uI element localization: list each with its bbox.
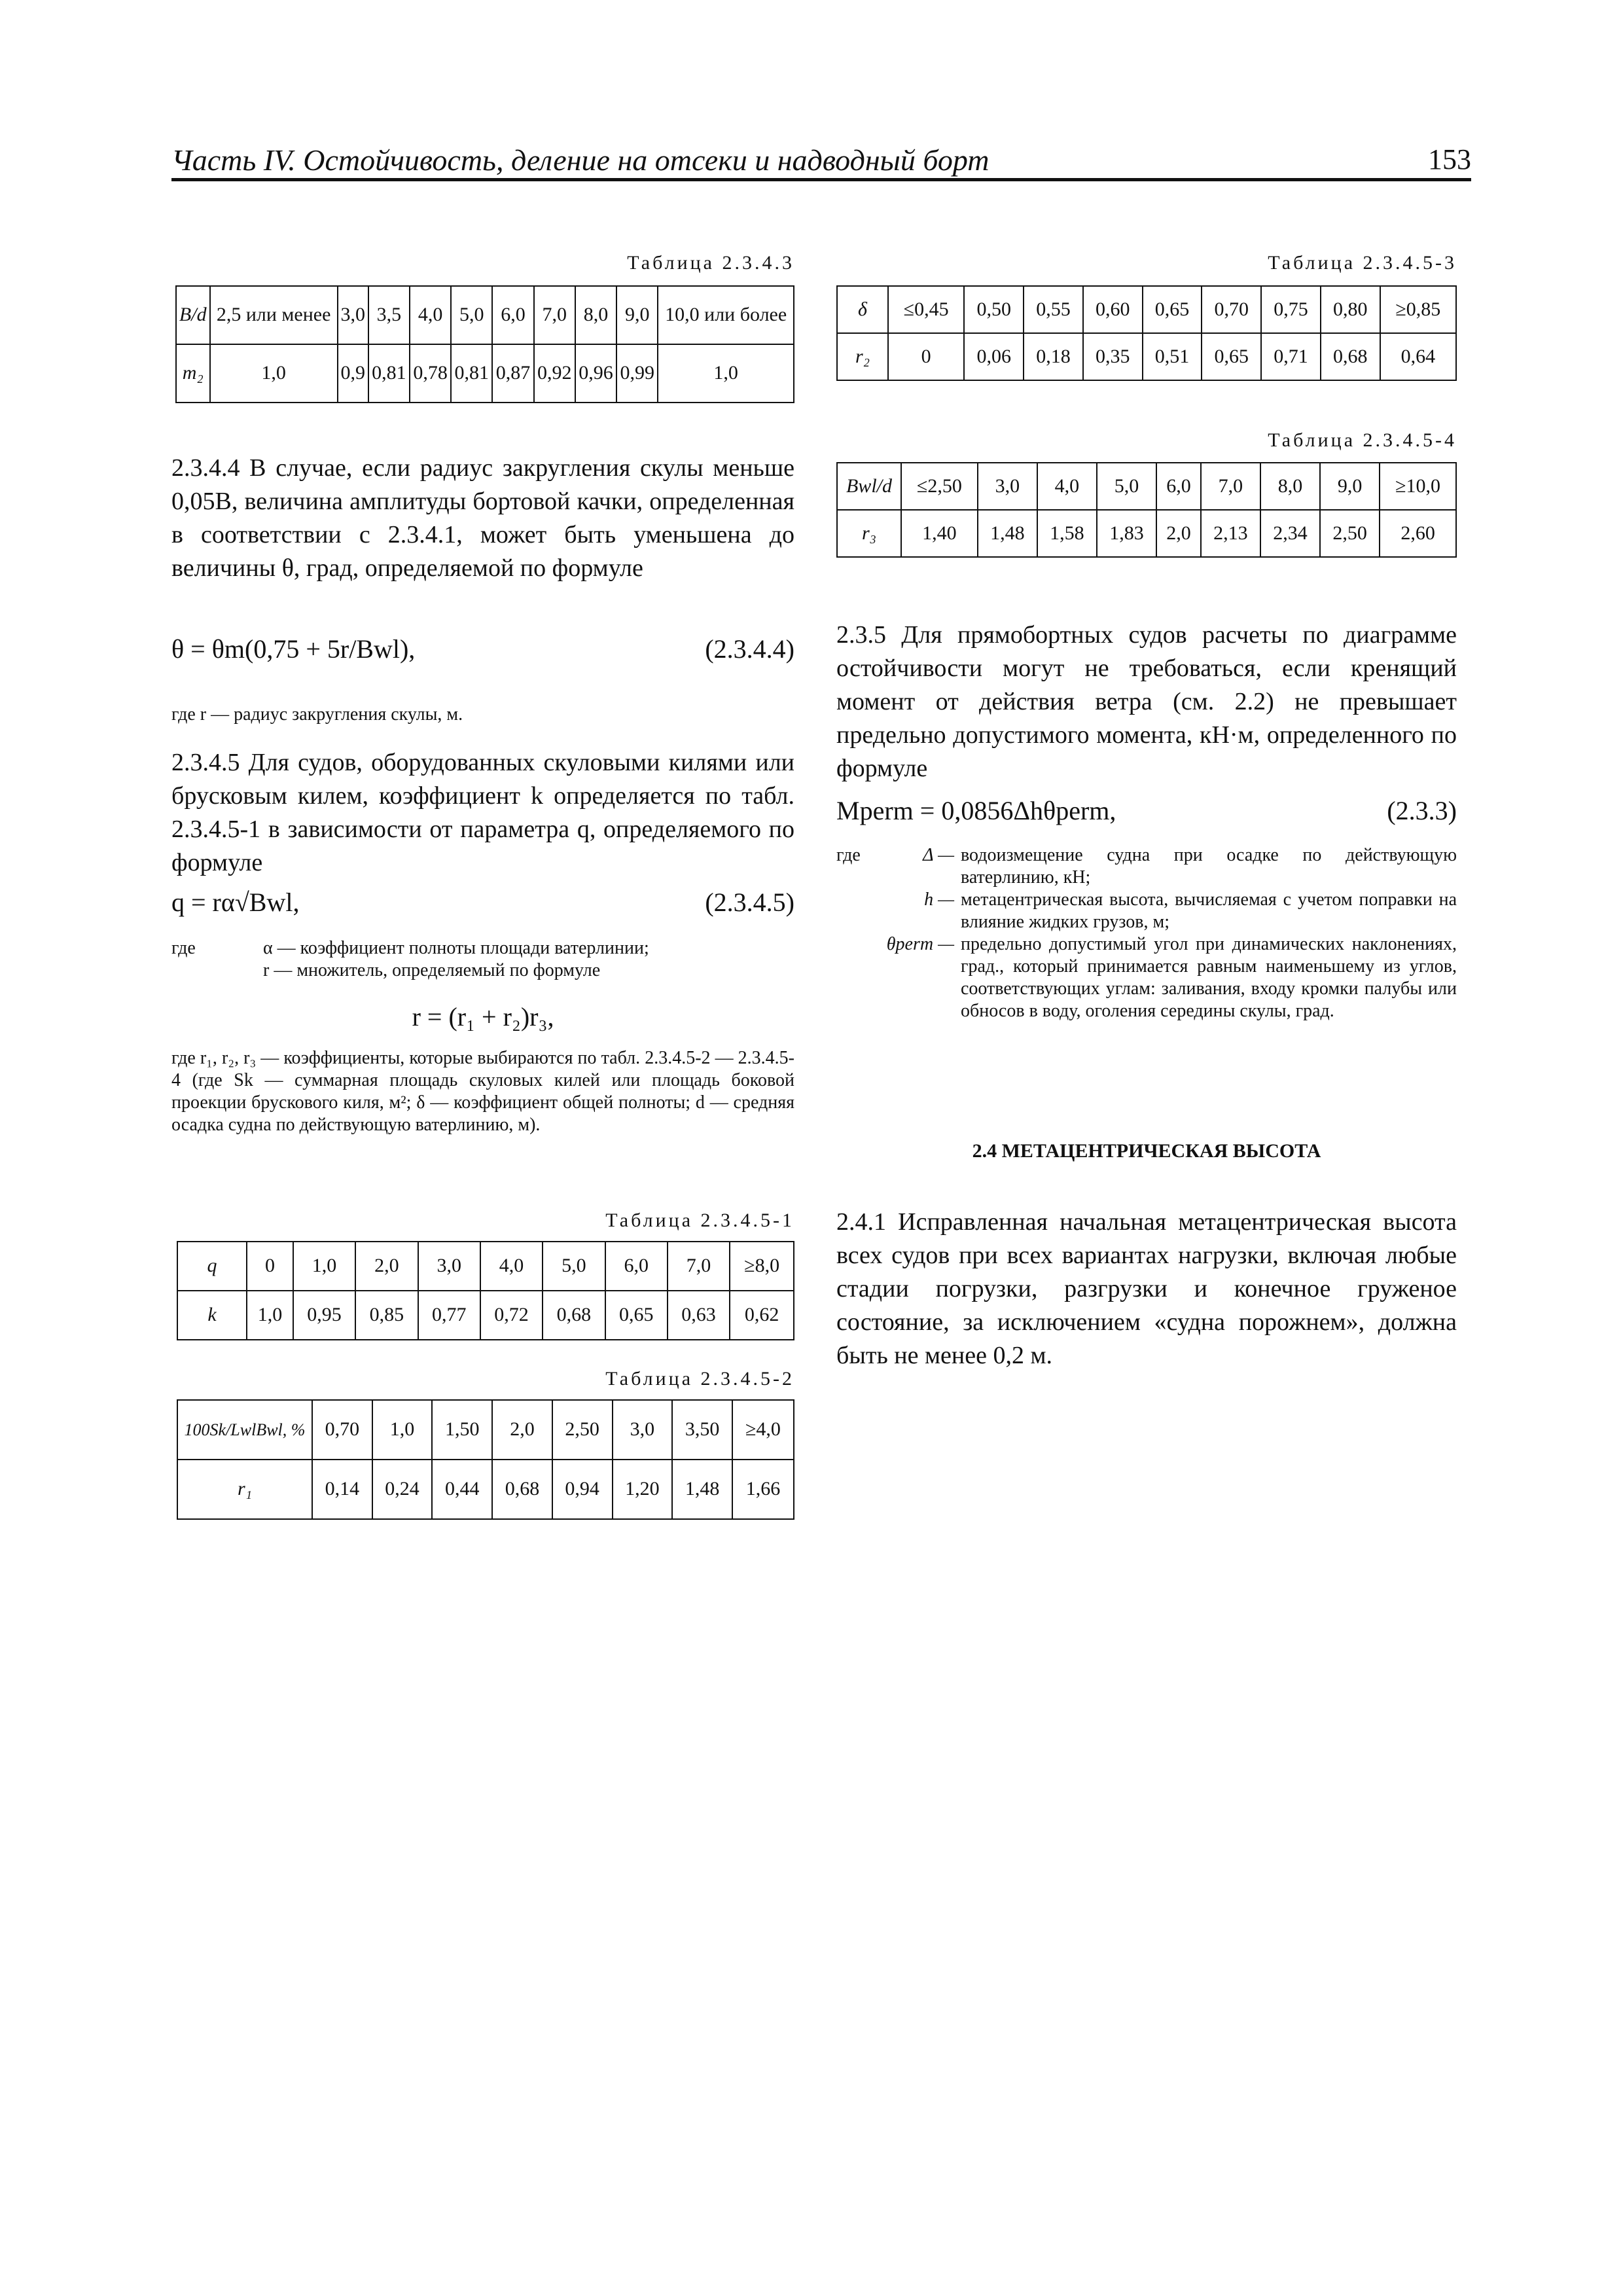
table-row [837, 286, 1456, 333]
table-cell: 1,83 [1097, 510, 1156, 557]
table-cell: 0,55 [1024, 286, 1083, 333]
table-cell: 1,0 [658, 344, 794, 403]
table-2-3-4-5-2-caption: Таблица 2.3.4.5-2 [605, 1368, 794, 1390]
table-row [177, 1242, 794, 1291]
table-cell: 0 [888, 333, 964, 380]
table-2-3-4-5-1-caption: Таблица 2.3.4.5-1 [605, 1210, 794, 1231]
table-row [837, 463, 1456, 510]
note-r: где r — радиус закругления скулы, м. [171, 704, 463, 725]
formula-number: (2.3.3) [1387, 796, 1457, 825]
table-cell: 7,0 [1201, 463, 1260, 510]
table-row [176, 344, 794, 403]
table-2-3-4-5-1 [177, 1241, 794, 1340]
table-cell: 0,68 [492, 1460, 552, 1519]
where-alpha: α — коэффициент полноты площади ватерлинии; [263, 938, 649, 958]
table-cell: 0,18 [1024, 333, 1083, 380]
table-2-3-4-5-2 [177, 1399, 794, 1520]
table-row [177, 1460, 794, 1519]
table-header-cell: r₁ [177, 1460, 312, 1519]
table-cell: 0,68 [1321, 333, 1380, 380]
page-header-title: Часть IV. Остойчивость, деление на отсеки и надводный борт [171, 143, 990, 177]
table-cell: 6,0 [1156, 463, 1201, 510]
where-row [882, 844, 1457, 889]
paragraph-2-3-5: 2.3.5 Для прямобортных судов расчеты по диаграмме остойчивости могут не требоваться, если кренящий момент от действия ветра (см. 2.2) не превышает предельно допустимого момента, кН·м, определенного по формуле [836, 621, 1457, 782]
table-cell: 0,64 [1380, 333, 1456, 380]
table-cell: 0,51 [1143, 333, 1202, 380]
table-cell: 2,34 [1260, 510, 1320, 557]
table-cell: 0,35 [1083, 333, 1143, 380]
table-cell: 0,81 [451, 344, 492, 403]
where-key: h — [924, 889, 954, 910]
table-cell: 1,0 [210, 344, 338, 403]
table-row [177, 1291, 794, 1340]
where-row [882, 889, 1457, 933]
table-cell: 3,0 [418, 1242, 480, 1291]
table-cell: 0,80 [1321, 286, 1380, 333]
table-cell: 1,50 [432, 1400, 492, 1460]
paragraph-2-4-1: 2.4.1 Исправленная начальная метацентрическая высота всех судов при всех вариантах нагрузки, включая любые стадии погрузки, разгрузки и конечное груженое состояние, за исключением «судна порожнем», должна быть не менее 0,2 м. [836, 1208, 1457, 1369]
table-header-cell: r₃ [837, 510, 901, 557]
table-cell: 0,60 [1083, 286, 1143, 333]
table-cell: ≥0,85 [1380, 286, 1456, 333]
table-cell: 5,0 [1097, 463, 1156, 510]
table-cell: 2,0 [492, 1400, 552, 1460]
table-cell: 4,0 [1037, 463, 1097, 510]
table-cell: 2,0 [355, 1242, 418, 1291]
table-cell: 0,94 [552, 1460, 613, 1519]
formula-text: Mperm = 0,0856Δhθperm, [836, 796, 1116, 825]
table-cell: 1,66 [732, 1460, 794, 1519]
table-cell: 0,63 [668, 1291, 730, 1340]
table-cell: 0,81 [368, 344, 410, 403]
table-cell: 0,85 [355, 1291, 418, 1340]
table-header-cell: Bwl/d [837, 463, 901, 510]
formula-2-3-3 [836, 795, 1457, 834]
table-cell: 0,65 [1143, 286, 1202, 333]
table-cell: 2,13 [1201, 510, 1260, 557]
table-2-3-4-5-4 [836, 462, 1457, 558]
table-cell: ≤2,50 [901, 463, 978, 510]
table-cell: 0,14 [312, 1460, 372, 1519]
table-cell: 4,0 [480, 1242, 543, 1291]
header-rule [171, 178, 1471, 181]
table-cell: ≥4,0 [732, 1400, 794, 1460]
table-cell: 7,0 [668, 1242, 730, 1291]
table-cell: 2,50 [552, 1400, 613, 1460]
where-text: метацентрическая высота, вычисляемая с учетом поправки на влияние жидких грузов, м; [961, 889, 1457, 932]
table-row [177, 1400, 794, 1460]
table-cell: 0,95 [293, 1291, 355, 1340]
table-cell: 0,99 [616, 344, 658, 403]
table-2-3-4-5-4-caption: Таблица 2.3.4.5-4 [1268, 429, 1457, 451]
table-header-cell: k [177, 1291, 247, 1340]
formula-text: θ = θm(0,75 + 5r/Bwl), [171, 634, 416, 664]
table-cell: 1,40 [901, 510, 978, 557]
table-cell: 0,78 [410, 344, 451, 403]
formula-r: r = (r₁ + r₂)r₃, [412, 1002, 554, 1031]
table-cell: 6,0 [492, 286, 533, 344]
where-row [882, 933, 1457, 1022]
table-cell: 0,06 [964, 333, 1024, 380]
table-cell: 3,5 [368, 286, 410, 344]
table-cell: 1,20 [613, 1460, 673, 1519]
table-cell: 0 [247, 1242, 293, 1291]
table-cell: 0,50 [964, 286, 1024, 333]
table-cell: 1,0 [247, 1291, 293, 1340]
table-cell: 0,75 [1261, 286, 1321, 333]
table-cell: 0,24 [372, 1460, 433, 1519]
formula-2-3-4-4 [171, 628, 794, 681]
where-label: где [171, 938, 196, 958]
table-cell: 3,0 [613, 1400, 673, 1460]
table-cell: 0,65 [1202, 333, 1261, 380]
where-text: предельно допустимый угол при динамических наклонениях, град., который принимается равным наименьшему из углов, соответствующих углам: заливания, входу кромки палубы или обносов в воду, оголения середины скулы, град. [961, 934, 1457, 1021]
table-cell: 0,71 [1261, 333, 1321, 380]
table-cell: 0,70 [312, 1400, 372, 1460]
section-title: 2.4 МЕТАЦЕНТРИЧЕСКАЯ ВЫСОТА [972, 1140, 1321, 1162]
table-cell: 0,96 [575, 344, 616, 403]
table-cell: 1,0 [372, 1400, 433, 1460]
table-cell: 2,5 или менее [210, 286, 338, 344]
table-row [176, 286, 794, 344]
table-header-cell: B/d [176, 286, 210, 344]
table-cell: 4,0 [410, 286, 451, 344]
where-r123: где r₁, r₂, r₃ — коэффициенты, которые выбираются по табл. 2.3.4.5-2 — 2.3.4.5-4 (где Sk — суммарная площадь скуловых килей или площадь боковой проекции брускового киля, м²; δ — коэффициент общей полноты; d — средняя осадка судна по действующую ватерлинию, м). [171, 1048, 794, 1135]
table-cell: 0,65 [605, 1291, 668, 1340]
table-2-3-4-5-3-caption: Таблица 2.3.4.5-3 [1268, 252, 1457, 274]
table-cell: 0,62 [730, 1291, 794, 1340]
table-cell: 3,0 [338, 286, 368, 344]
table-cell: 5,0 [543, 1242, 605, 1291]
table-cell: 0,70 [1202, 286, 1261, 333]
table-cell: 0,44 [432, 1460, 492, 1519]
formula-2-3-4-5 [171, 887, 794, 926]
table-cell: 2,0 [1156, 510, 1201, 557]
table-header-cell: δ [837, 286, 888, 333]
table-cell: 1,48 [672, 1460, 732, 1519]
where-key: Δ — [923, 845, 954, 865]
table-header-cell: r₂ [837, 333, 888, 380]
where-r: r — множитель, определяемый по формуле [263, 960, 601, 980]
table-cell: 2,50 [1320, 510, 1380, 557]
table-cell: ≥10,0 [1380, 463, 1456, 510]
table-cell: 3,0 [978, 463, 1037, 510]
table-cell: 1,0 [293, 1242, 355, 1291]
table-row [837, 333, 1456, 380]
table-2-3-4-3-caption: Таблица 2.3.4.3 [627, 252, 794, 274]
table-cell: 0,77 [418, 1291, 480, 1340]
table-cell: 9,0 [616, 286, 658, 344]
table-cell: 1,48 [978, 510, 1037, 557]
table-cell: 6,0 [605, 1242, 668, 1291]
table-cell: 7,0 [534, 286, 575, 344]
table-cell: ≤0,45 [888, 286, 964, 333]
table-row [837, 510, 1456, 557]
table-cell: 10,0 или более [658, 286, 794, 344]
table-header-cell: 100Sk/LwlBwl, % [177, 1400, 312, 1460]
where-text: водоизмещение судна при осадке по действующую ватерлинию, кН; [961, 845, 1457, 888]
table-cell: 8,0 [1260, 463, 1320, 510]
where-block [171, 937, 794, 982]
table-cell: 0,9 [338, 344, 368, 403]
table-cell: 5,0 [451, 286, 492, 344]
page-number: 153 [1428, 143, 1471, 175]
table-cell: 2,60 [1380, 510, 1456, 557]
formula-number: (2.3.4.4) [705, 634, 794, 664]
table-cell: 0,87 [492, 344, 533, 403]
table-cell: 0,72 [480, 1291, 543, 1340]
table-cell: 8,0 [575, 286, 616, 344]
table-cell: 1,58 [1037, 510, 1097, 557]
table-cell: 3,50 [672, 1400, 732, 1460]
formula-text: q = rα√Bwl, [171, 888, 300, 917]
where-block-right [836, 844, 1457, 1022]
table-cell: ≥8,0 [730, 1242, 794, 1291]
table-2-3-4-3 [175, 285, 794, 403]
paragraph-2-3-4-5: 2.3.4.5 Для судов, оборудованных скуловыми килями или брусковым килем, коэффициент k определяется по табл. 2.3.4.5-1 в зависимости от параметра q, определяемого по формуле [171, 749, 794, 876]
where-key: θperm — [886, 934, 954, 954]
paragraph-2-3-4-4: 2.3.4.4 В случае, если радиус закругления скулы меньше 0,05B, величина амплитуды бортовой качки, определенная в соответствии с 2.3.4.1, может быть уменьшена до величины θ, град, определяемой по формуле [171, 454, 794, 582]
table-cell: 0,92 [534, 344, 575, 403]
table-cell: 0,68 [543, 1291, 605, 1340]
formula-number: (2.3.4.5) [705, 888, 794, 917]
table-2-3-4-5-3 [836, 285, 1457, 381]
table-cell: 9,0 [1320, 463, 1380, 510]
where-label: где [836, 845, 861, 865]
table-header-cell: m₂ [176, 344, 210, 403]
table-header-cell: q [177, 1242, 247, 1291]
